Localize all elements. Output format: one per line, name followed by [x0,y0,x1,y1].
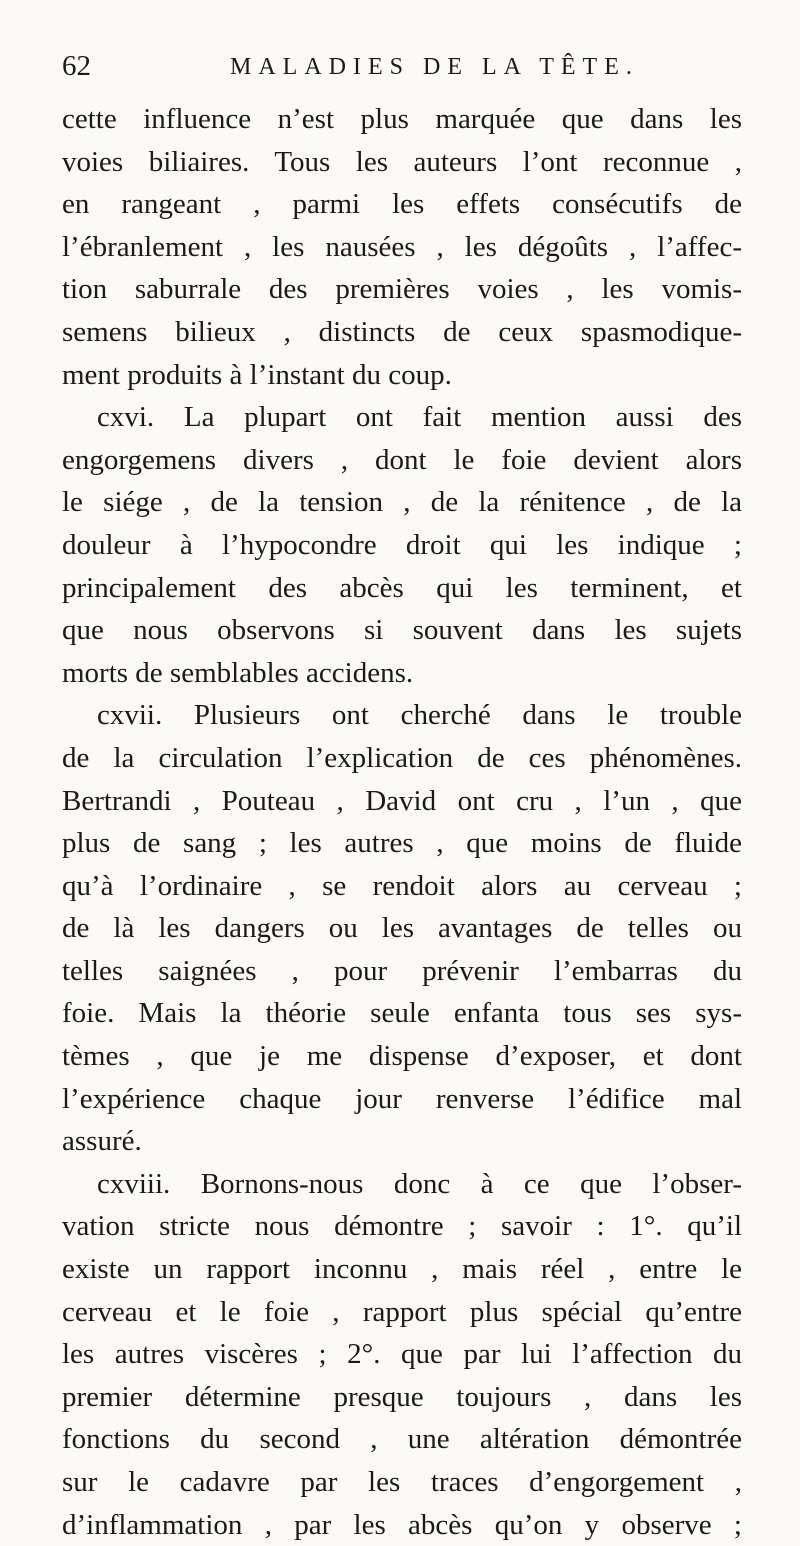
page-number: 62 [62,50,91,82]
text-line: cxvii. Plusieurs ont cherché dans le trouble [97,699,742,732]
text-line: sur le cadavre par les traces d’engorgement , [62,1466,742,1498]
text-line: cxvi. La plupart ont fait mention aussi des [97,401,742,434]
text-line: existe un rapport inconnu , mais réel , entre le [62,1253,742,1286]
text-line: voies biliaires. Tous les auteurs l’ont reconnue , [62,145,742,178]
text-line: qu’à l’ordinaire , se rendoit alors au cerveau ; [62,869,742,902]
text-line: les autres viscères ; 2°. que par lui l’affection du [62,1338,742,1371]
text-line: assuré. [62,1125,142,1158]
text-line: tèmes , que je me dispense d’exposer, et dont [62,1040,742,1073]
text-line: l’expérience chaque jour renverse l’édifice mal [62,1082,742,1115]
body-text [62,98,742,1546]
text-line: l’ébranlement , les nausées , les dégoûts , l’affec- [62,230,742,263]
text-line: en rangeant , parmi les effets consécutifs de [62,188,742,221]
text-line: de là les dangers ou les avantages de telles ou [62,912,742,945]
text-line: engorgemens divers , dont le foie devient alors [62,443,742,476]
text-line: cette influence n’est plus marquée que dans les [62,103,742,135]
text-line: d’inflammation , par les abcès qu’on y observe ; [62,1508,742,1541]
text-line: cerveau et le foie , rapport plus spécial qu’entre [62,1295,742,1328]
text-line: ment produits à l’instant du coup. [62,358,452,391]
text-line: cxviii. Bornons-nous donc à ce que l’obser- [97,1167,742,1200]
running-title: MALADIES DE LA TÊTE. [230,54,639,80]
text-line: vation stricte nous démontre ; savoir : 1°. qu’il [62,1210,742,1243]
text-line: le siége , de la tension , de la rénitence , de la [62,486,742,519]
text-line: que nous observons si souvent dans les sujets [62,614,742,647]
text-line: plus de sang ; les autres , que moins de fluide [62,827,742,860]
page-header [62,46,702,96]
text-line: tion saburrale des premières voies , les vomis- [62,273,742,306]
text-line: douleur à l’hypocondre droit qui les indique ; [62,528,742,561]
text-line: morts de semblables accidens. [62,656,414,689]
text-line: principalement des abcès qui les terminent, et [62,571,742,604]
text-line: semens bilieux , distincts de ceux spasmodique- [62,315,742,348]
text-line: telles saignées , pour prévenir l’embarras du [62,954,742,987]
text-line: premier détermine presque toujours , dans les [62,1380,742,1413]
text-line: foie. Mais la théorie seule enfanta tous ses sys- [62,997,742,1030]
text-line: de la circulation l’explication de ces phénomènes. [62,741,742,774]
text-line: Bertrandi , Pouteau , David ont cru , l’un , que [62,784,742,817]
text-line: fonctions du second , une altération démontrée [62,1423,742,1456]
